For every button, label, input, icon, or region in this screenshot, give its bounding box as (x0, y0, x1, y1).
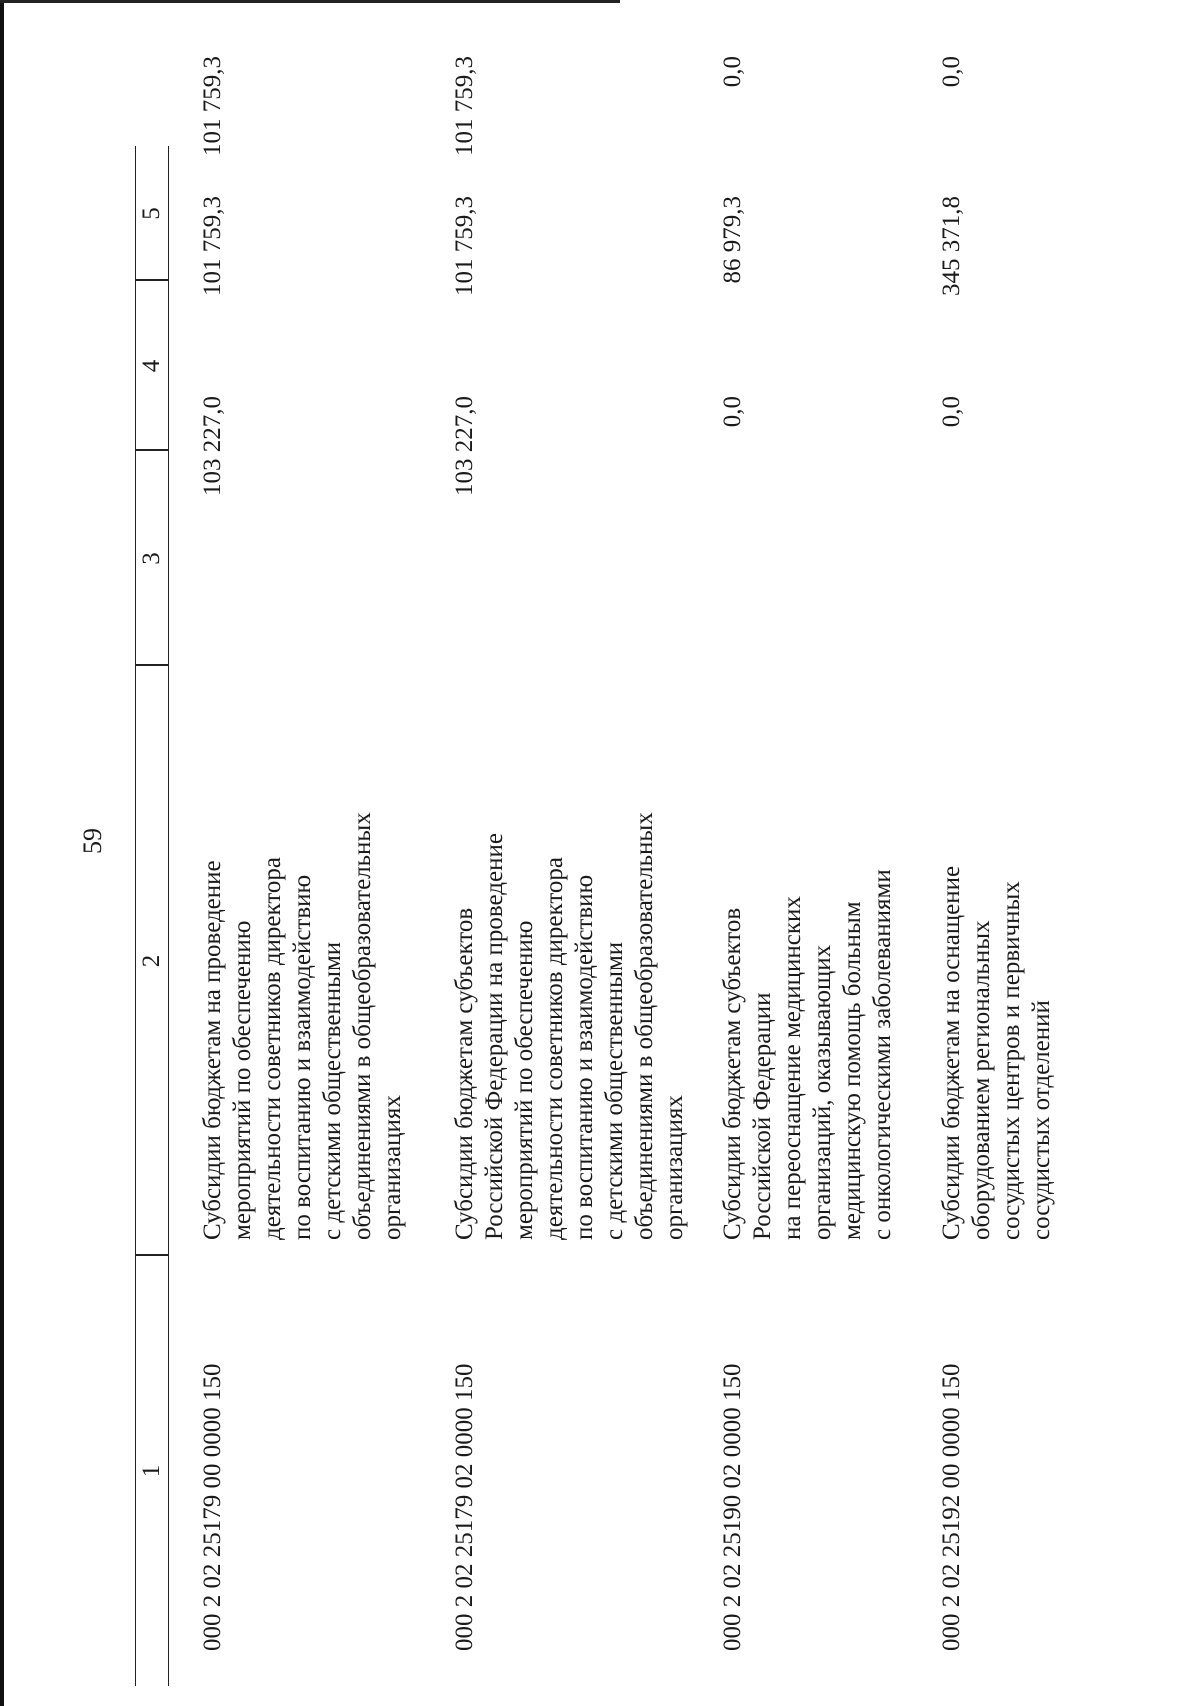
row-name (450, 660, 690, 1240)
row-name-line: объединениями в общеобразовательных (349, 812, 376, 1240)
row-name-line: мероприятий по обеспечению (229, 920, 256, 1240)
row-name-line: Субсидии бюджетам на проведение (199, 860, 226, 1240)
row-name-line: объединениями в общеобразовательных (631, 812, 658, 1240)
row-name-line: по воспитанию и взаимодействию (571, 874, 598, 1240)
header-col-3: 3 (138, 552, 165, 565)
row-name-line: сосудистых отделений (1028, 1000, 1055, 1240)
row-name-line: Субсидии бюджетам субъектов (719, 907, 746, 1240)
row-name (937, 660, 1057, 1240)
row-col-3: 0,0 (719, 396, 746, 428)
row-col-5: 0,0 (938, 56, 965, 88)
row-name-line: мероприятий по обеспечению (511, 920, 538, 1240)
row-name-line: Субсидии бюджетам на оснащение (938, 865, 965, 1240)
row-name-line: Российской Федерации (749, 992, 776, 1240)
row-name (198, 660, 408, 1240)
row-name-line: организациях (379, 1095, 406, 1240)
row-name-line: организациях (661, 1095, 688, 1240)
header-col-4: 4 (138, 359, 165, 373)
row-name-line: медицинскую помощь больным (839, 901, 866, 1240)
row-name-line: Субсидии бюджетам субъектов (451, 907, 478, 1240)
row-col-5: 0,0 (719, 56, 746, 88)
page-number: 59 (78, 828, 107, 854)
row-code: 000 2 02 25190 02 0000 150 (719, 1363, 746, 1651)
row-code: 000 2 02 25179 02 0000 150 (451, 1363, 478, 1651)
row-name-line: с детскими общественными (601, 941, 628, 1240)
row-name-line: сосудистых центров и первичных (998, 881, 1025, 1240)
row-name-line: с онкологическими заболеваниями (869, 869, 896, 1240)
row-col-5: 101 759,3 (451, 56, 478, 156)
header-col-5: 5 (138, 207, 165, 220)
row-col-3: 103 227,0 (199, 396, 226, 496)
row-name-line: на переоснащение медицинских (779, 896, 806, 1240)
row-col-3: 0,0 (938, 396, 965, 428)
row-name-line: деятельности советников директора (259, 856, 286, 1240)
row-code: 000 2 02 25179 00 0000 150 (199, 1363, 226, 1651)
header-col-2: 2 (138, 954, 165, 968)
row-name-line: по воспитанию и взаимодействию (289, 874, 316, 1240)
table-header (135, 146, 169, 1686)
row-name-line: Российской Федерации на проведение (481, 833, 508, 1240)
row-name (718, 660, 898, 1240)
row-code: 000 2 02 25192 00 0000 150 (938, 1363, 965, 1651)
row-name-line: деятельности советников директора (541, 856, 568, 1240)
row-col-4: 101 759,3 (451, 196, 478, 296)
row-name-line: оборудованием региональных (968, 920, 995, 1240)
row-col-5: 101 759,3 (199, 56, 226, 156)
row-col-3: 103 227,0 (451, 396, 478, 496)
header-col-1: 1 (138, 1464, 165, 1478)
row-name-line: с детскими общественными (319, 941, 346, 1240)
row-name-line: организаций, оказывающих (809, 944, 836, 1240)
row-col-4: 101 759,3 (199, 196, 226, 296)
row-col-4: 86 979,3 (719, 196, 746, 284)
row-col-4: 345 371,8 (938, 196, 965, 296)
